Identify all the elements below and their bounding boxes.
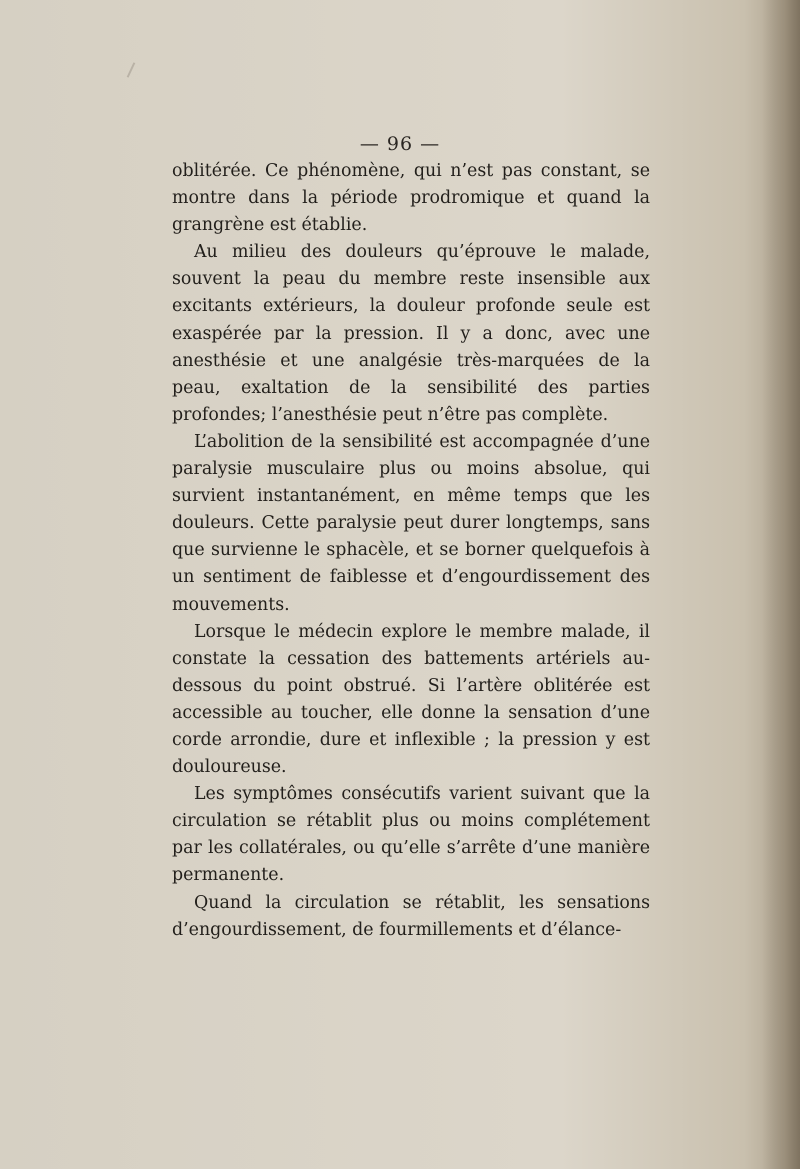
- paragraph: Au milieu des douleurs qu’éprouve le malade, souvent la peau du membre reste insensible aux excitants extérieurs, la douleur profonde seule est exaspérée par la pression. Il y a donc, avec une anesthésie et une analgésie très-marquées de la peau, exaltation de la sensibilité des parties profondes; l’anesthésie peut n’être pas complète.: [172, 242, 650, 425]
- spine-shadow: [762, 0, 800, 1169]
- paragraph: Lorsque le médecin explore le membre malade, il constate la cessation des battements artériels au-dessous du point obstrué. Si l’artère oblitérée est accessible au toucher, elle donne la sensation d’une corde arrondie, dure et inflexible ; la pression y est douloureuse.: [172, 621, 650, 778]
- paragraph: Les symptômes consécutifs varient suivant que la circulation se rétablit plus ou moins complétement par les collatérales, ou qu’elle s’arrête d’une manière permanente.: [172, 784, 650, 886]
- paragraph: L’abolition de la sensibilité est accompagnée d’une paralysie musculaire plus ou moins absolue, qui survient instantanément, en même temps que les douleurs. Cette paralysie peut durer longtemps, sans que survienne le sphacèle, et se borner quelquefois à un sentiment de faiblesse et d’engourdissement des mouvements.: [172, 431, 650, 615]
- paragraph-continued: oblitérée. Ce phénomène, qui n’est pas constant, se montre dans la période prodromique et quand la grangrène est établie.: [172, 161, 650, 236]
- paragraph: Quand la circulation se rétablit, les sensations d’engourdissement, de fourmillements et d’élance-: [172, 892, 650, 940]
- pencil-mark: [127, 62, 136, 77]
- body-text: [172, 158, 650, 944]
- page-number: — 96 —: [359, 133, 441, 155]
